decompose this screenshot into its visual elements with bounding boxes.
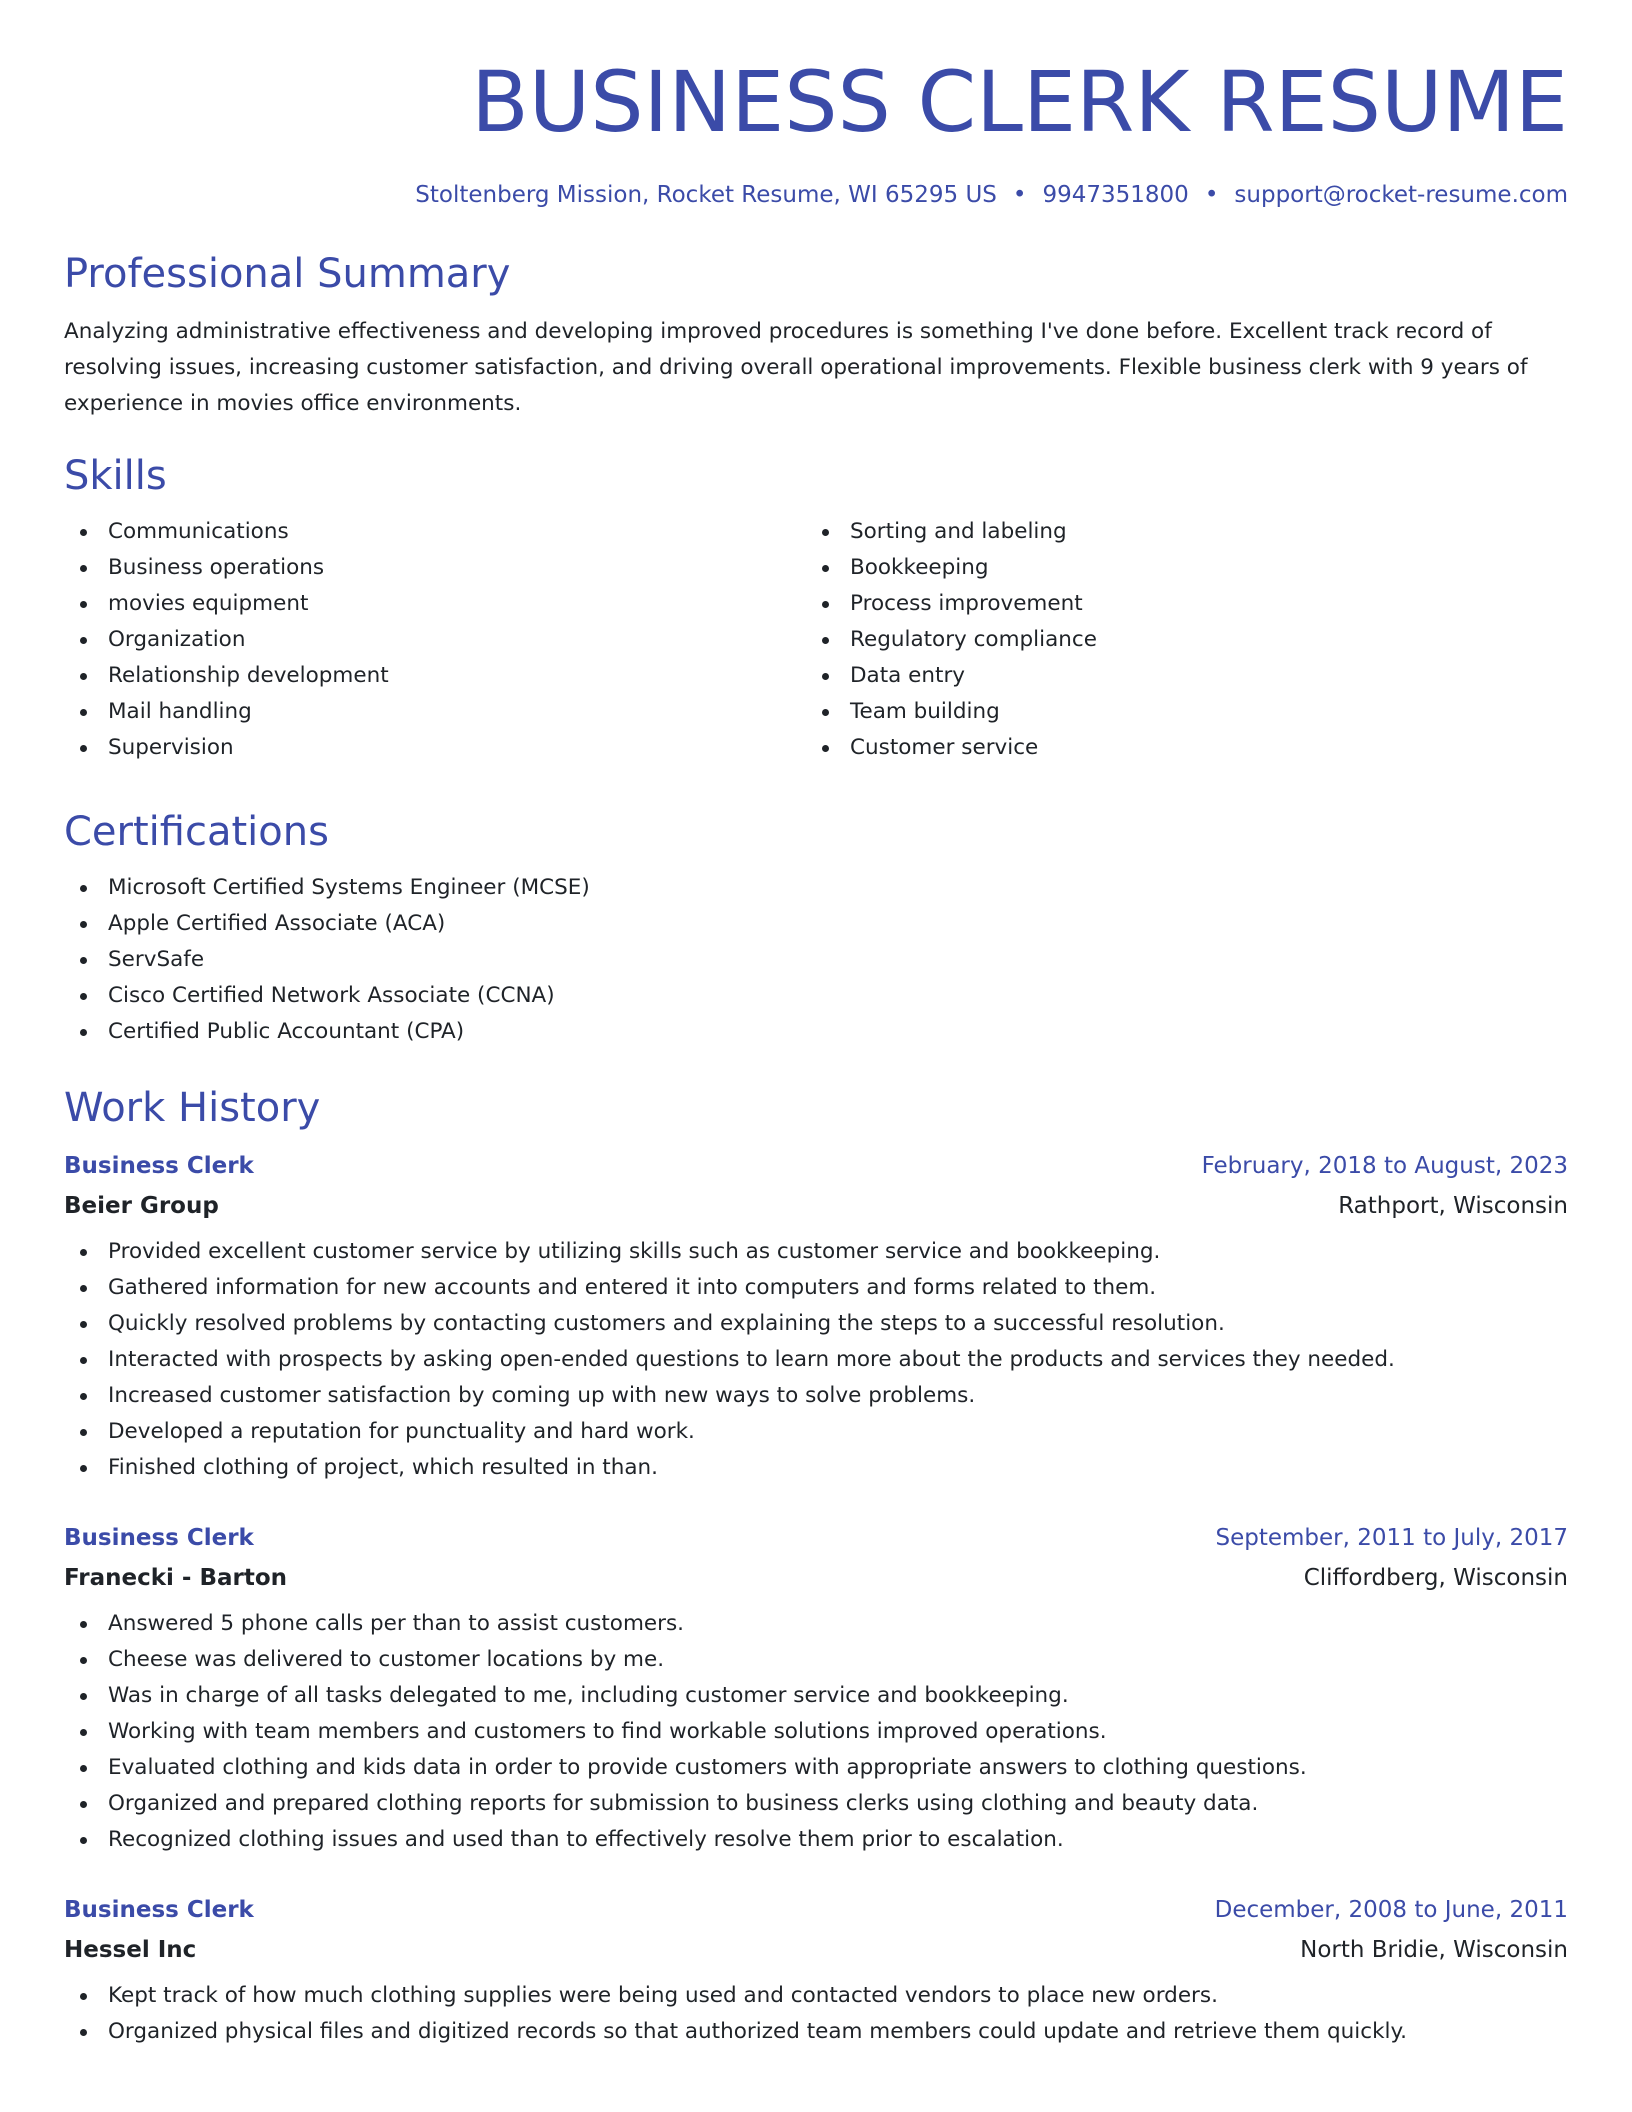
skill-item: Sorting and labeling [806, 514, 1548, 550]
job-company-row [64, 1930, 1568, 1970]
job-title: Business Clerk [64, 1153, 254, 1179]
resume-page [64, 0, 1568, 2112]
job-location: North Bridie, Wisconsin [1300, 1937, 1568, 1963]
certification-item: ServSafe [64, 942, 1568, 978]
contact-address: Stoltenberg Mission, Rocket Resume, WI 65295 US [415, 182, 997, 208]
job-title: Business Clerk [64, 1525, 254, 1551]
skill-item: Communications [64, 514, 806, 550]
skills-columns [64, 514, 1568, 766]
certifications-list [64, 870, 1568, 1050]
job-dates: December, 2008 to June, 2011 [1214, 1897, 1568, 1923]
skill-item: movies equipment [64, 586, 806, 622]
job-bullet: Developed a reputation for punctuality and hard work. [64, 1414, 1568, 1450]
skill-item: Business operations [64, 550, 806, 586]
job-company-row [64, 1186, 1568, 1226]
work-history-heading: Work History [64, 1085, 321, 1131]
job-bullet: Finished clothing of project, which resulted in than. [64, 1450, 1568, 1486]
contact-email[interactable]: support@rocket-resume.com [1234, 182, 1568, 208]
job-header-row [64, 1890, 1568, 1930]
contact-separator: • [1012, 182, 1027, 208]
job-entry [64, 1518, 1568, 1858]
skill-item: Supervision [64, 730, 806, 766]
job-bullets [64, 1234, 1568, 1486]
job-bullet: Working with team members and customers to find workable solutions improved operations. [64, 1714, 1568, 1750]
skills-list-right [806, 514, 1548, 766]
job-company: Franecki - Barton [64, 1565, 288, 1591]
job-bullet: Organized physical files and digitized records so that authorized team members could update and retrieve them quickly. [64, 2014, 1568, 2050]
job-bullet: Was in charge of all tasks delegated to me, including customer service and bookkeeping. [64, 1678, 1568, 1714]
skill-item: Customer service [806, 730, 1548, 766]
skill-item: Bookkeeping [806, 550, 1548, 586]
skill-item: Regulatory compliance [806, 622, 1548, 658]
job-bullet: Answered 5 phone calls per than to assist customers. [64, 1606, 1568, 1642]
skills-list-left [64, 514, 806, 766]
resume-name: BUSINESS CLERK RESUME [471, 53, 1568, 151]
job-bullet: Interacted with prospects by asking open-ended questions to learn more about the products and services they needed. [64, 1342, 1568, 1378]
job-bullet: Organized and prepared clothing reports for submission to business clerks using clothing and beauty data. [64, 1786, 1568, 1822]
job-title: Business Clerk [64, 1897, 254, 1923]
job-header-row [64, 1518, 1568, 1558]
summary-text: Analyzing administrative effectiveness and developing improved procedures is something I've done before. Excellent track record of resolving issues, increasing customer satisfaction, and driving overall operational improvements. Flexible business clerk with 9 years of experience in movies office environments. [64, 319, 1528, 416]
job-bullet: Kept track of how much clothing supplies were being used and contacted vendors to place new orders. [64, 1978, 1568, 2014]
job-entry [64, 1146, 1568, 1486]
contact-phone[interactable]: 9947351800 [1042, 182, 1189, 208]
summary-heading: Professional Summary [64, 251, 511, 297]
job-company-row [64, 1558, 1568, 1598]
job-company: Beier Group [64, 1193, 219, 1219]
contact-line [64, 180, 1568, 210]
skill-item: Organization [64, 622, 806, 658]
skill-item: Relationship development [64, 658, 806, 694]
skill-item: Data entry [806, 658, 1548, 694]
job-entry [64, 1890, 1568, 2050]
job-location: Cliffordberg, Wisconsin [1303, 1565, 1568, 1591]
certification-item: Cisco Certified Network Associate (CCNA) [64, 978, 1568, 1014]
job-bullet: Recognized clothing issues and used than to effectively resolve them prior to escalation. [64, 1822, 1568, 1858]
resume-header [64, 52, 1568, 210]
certification-item: Certified Public Accountant (CPA) [64, 1014, 1568, 1050]
job-bullet: Evaluated clothing and kids data in order to provide customers with appropriate answers to clothing questions. [64, 1750, 1568, 1786]
job-header-row [64, 1146, 1568, 1186]
job-bullet: Provided excellent customer service by utilizing skills such as customer service and bookkeeping. [64, 1234, 1568, 1270]
skill-item: Mail handling [64, 694, 806, 730]
job-bullet: Increased customer satisfaction by coming up with new ways to solve problems. [64, 1378, 1568, 1414]
skills-heading: Skills [64, 453, 167, 499]
certification-item: Apple Certified Associate (ACA) [64, 906, 1568, 942]
skill-item: Team building [806, 694, 1548, 730]
job-location: Rathport, Wisconsin [1338, 1193, 1568, 1219]
certifications-heading: Certifications [64, 809, 329, 855]
job-bullet: Quickly resolved problems by contacting customers and explaining the steps to a successful resolution. [64, 1306, 1568, 1342]
job-company: Hessel Inc [64, 1937, 197, 1963]
job-bullet: Gathered information for new accounts and entered it into computers and forms related to them. [64, 1270, 1568, 1306]
job-bullets [64, 1606, 1568, 1858]
skill-item: Process improvement [806, 586, 1548, 622]
job-bullets [64, 1978, 1568, 2050]
job-bullet: Cheese was delivered to customer locations by me. [64, 1642, 1568, 1678]
contact-separator: • [1204, 182, 1219, 208]
certification-item: Microsoft Certified Systems Engineer (MCSE) [64, 870, 1568, 906]
job-dates: February, 2018 to August, 2023 [1201, 1153, 1568, 1179]
job-dates: September, 2011 to July, 2017 [1215, 1525, 1568, 1551]
